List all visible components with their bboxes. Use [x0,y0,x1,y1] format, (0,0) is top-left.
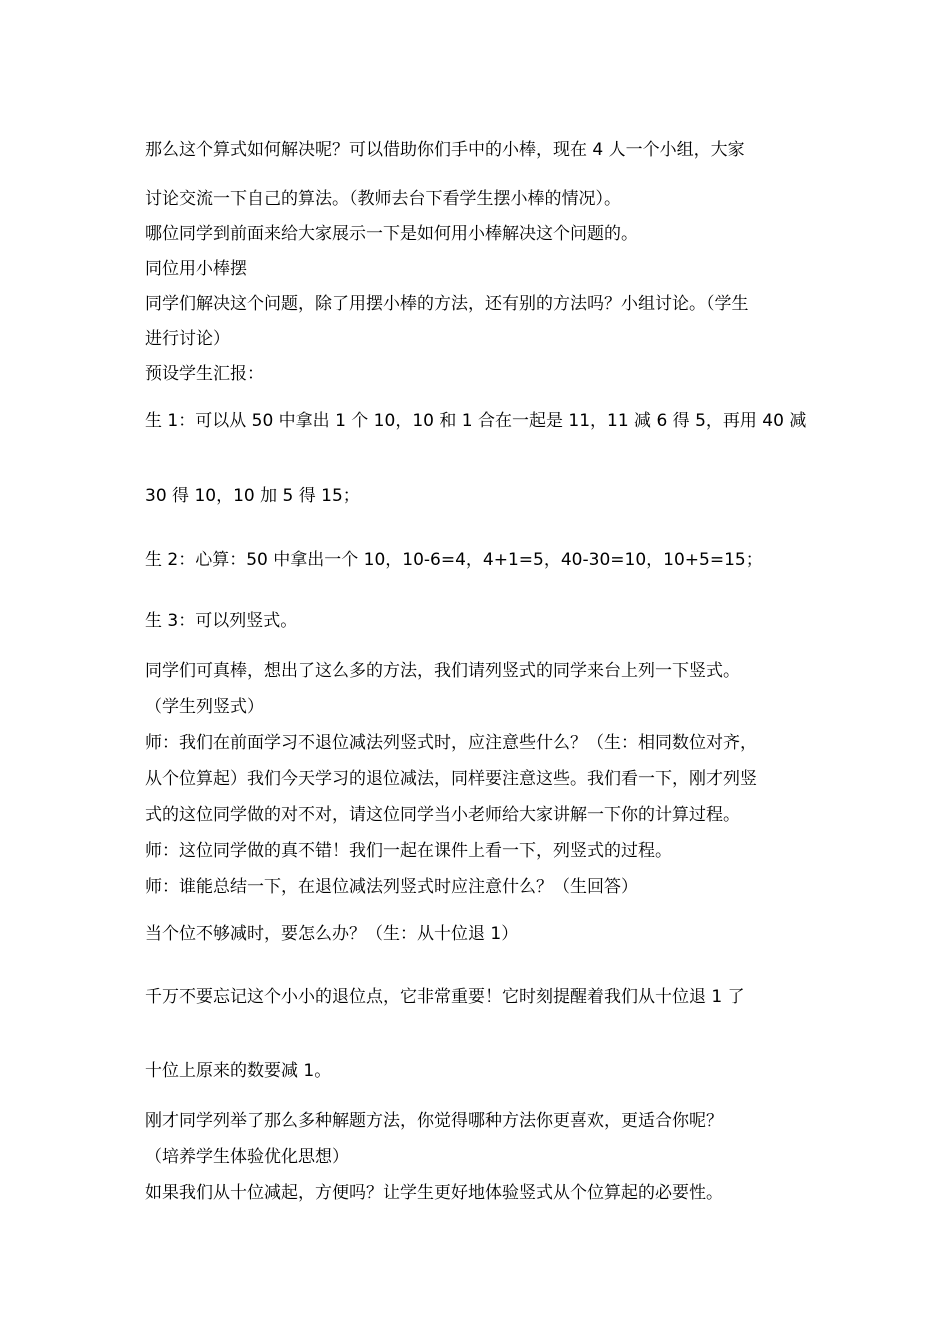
paragraph-line: 如果我们从十位减起，方便吗？让学生更好地体验竖式从个位算起的必要性。 [145,1183,723,1203]
paragraph-line: 式的这位同学做的对不对，请这位同学当小老师给大家讲解一下你的计算过程。 [145,805,740,825]
paragraph-line: 生 2：心算：50 中拿出一个 10，10-6=4，4+1=5，40-30=10，10+5=15； [145,550,763,570]
paragraph-line: 讨论交流一下自己的算法。（教师去台下看学生摆小棒的情况）。 [145,189,621,209]
paragraph-line: 那么这个算式如何解决呢？可以借助你们手中的小棒，现在 4 人一个小组，大家 [145,140,745,160]
paragraph-line: 同学们可真棒，想出了这么多的方法，我们请列竖式的同学来台上列一下竖式。 [145,661,740,681]
paragraph-line: 当个位不够减时，要怎么办？（生：从十位退 1） [145,924,519,944]
paragraph-line: 同位用小棒摆 [145,259,247,279]
paragraph-line: 千万不要忘记这个小小的退位点，它非常重要！它时刻提醒着我们从十位退 1 了 [145,987,745,1007]
paragraph-line: 30 得 10，10 加 5 得 15； [145,486,360,506]
paragraph-line: 十位上原来的数要减 1。 [145,1061,332,1081]
paragraph-line: （学生列竖式） [145,697,264,717]
paragraph-line: 预设学生汇报： [145,364,264,384]
paragraph-line: 进行讨论） [145,329,230,349]
paragraph-line: 刚才同学列举了那么多种解题方法，你觉得哪种方法你更喜欢，更适合你呢？ [145,1111,723,1131]
paragraph-line: （培养学生体验优化思想） [145,1147,349,1167]
paragraph-line: 师：这位同学做的真不错！我们一起在课件上看一下，列竖式的过程。 [145,841,672,861]
paragraph-line: 师：我们在前面学习不退位减法列竖式时，应注意些什么？（生：相同数位对齐， [145,733,757,753]
paragraph-line: 师：谁能总结一下，在退位减法列竖式时应注意什么？（生回答） [145,877,638,897]
paragraph-line: 生 1：可以从 50 中拿出 1 个 10，10 和 1 合在一起是 11，11 减 6 得 5，再用 40 减 [145,411,807,431]
paragraph-line: 生 3：可以列竖式。 [145,611,298,631]
paragraph-line: 哪位同学到前面来给大家展示一下是如何用小棒解决这个问题的。 [145,224,638,244]
paragraph-line: 同学们解决这个问题，除了用摆小棒的方法，还有别的方法吗？小组讨论。（学生 [145,294,749,314]
paragraph-line: 从个位算起）我们今天学习的退位减法，同样要注意这些。我们看一下，刚才列竖 [145,769,757,789]
